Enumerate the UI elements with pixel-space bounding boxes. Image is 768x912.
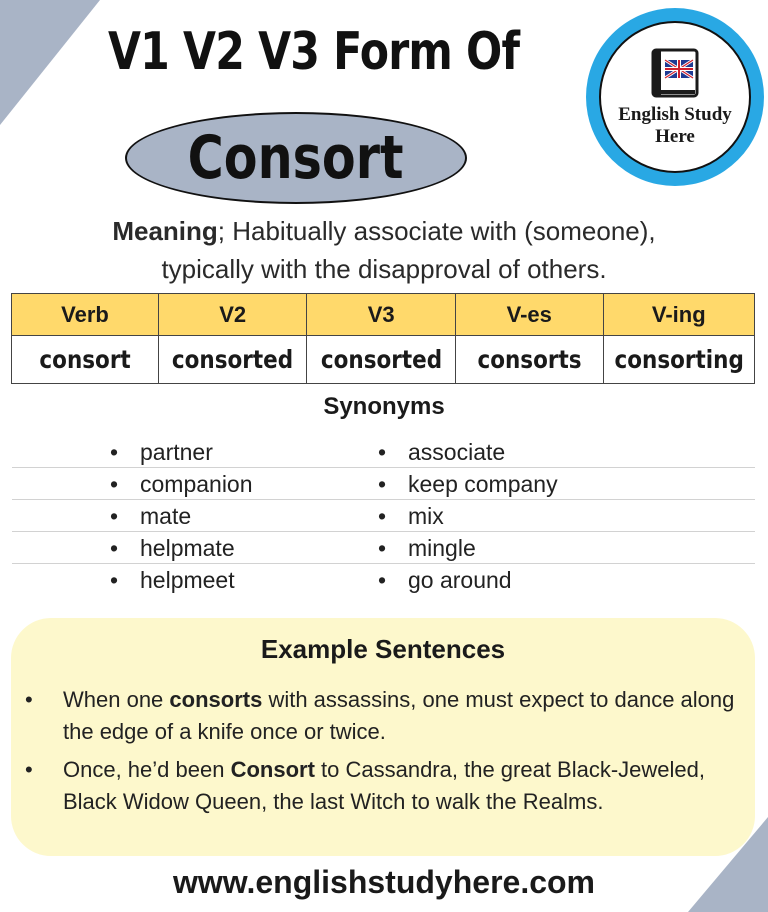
bullet: • — [378, 567, 387, 593]
bullet: • — [378, 503, 387, 529]
synonym-text: helpmate — [140, 535, 235, 561]
value-verb: consort — [39, 345, 131, 374]
synonym-text: keep company — [408, 471, 558, 497]
website-url[interactable]: www.englishstudyhere.com — [172, 864, 595, 900]
synonym-item — [378, 439, 505, 466]
examples-title: Example Sentences — [260, 634, 506, 664]
synonym-item — [110, 535, 235, 562]
example-text-post: with assassins, one must expect to dance along the edge of a knife once or twice. — [63, 687, 735, 744]
synonym-text: associate — [408, 439, 506, 465]
value-v-ing: consorting — [614, 345, 744, 374]
header-v-es: V-es — [455, 294, 603, 336]
synonym-item — [110, 567, 235, 594]
header-verb: Verb — [12, 294, 159, 336]
bullet: • — [25, 757, 33, 782]
example-sentences-box — [11, 618, 755, 856]
value-v3: consorted — [320, 345, 442, 374]
meaning-line-2: typically with the disapproval of others. — [161, 254, 607, 284]
bullet: • — [110, 535, 119, 561]
verb-forms-table — [11, 293, 755, 384]
synonym-item — [110, 503, 191, 530]
bullet: • — [110, 439, 119, 465]
bullet: • — [25, 687, 33, 712]
example-text-post: to Cassandra, the great Black-Jeweled, Black Widow Queen, the last Witch to walk the Realms. — [63, 757, 705, 814]
synonym-row — [12, 468, 755, 500]
example-text-pre: When one — [63, 687, 170, 712]
cell-verb — [12, 336, 159, 384]
bullet: • — [378, 439, 387, 465]
synonym-text: go around — [408, 567, 512, 593]
bullet: • — [378, 471, 387, 497]
header-v-ing: V-ing — [603, 294, 754, 336]
meaning-line-1: ; Habitually associate with (someone), — [217, 216, 656, 246]
site-logo[interactable] — [586, 8, 764, 186]
word-oval — [125, 112, 467, 204]
header-v3: V3 — [307, 294, 455, 336]
synonyms-title: Synonyms — [323, 393, 445, 420]
forms-value-row — [12, 336, 755, 384]
synonym-item — [378, 503, 444, 530]
synonym-text: mix — [408, 503, 444, 529]
synonym-row — [12, 500, 755, 532]
synonyms-list — [12, 436, 755, 596]
synonym-item — [110, 439, 213, 466]
value-v2: consorted — [172, 345, 294, 374]
bullet: • — [110, 567, 119, 593]
header-v2: V2 — [158, 294, 306, 336]
forms-header-row — [12, 294, 755, 336]
logo-inner-circle — [599, 21, 751, 173]
cell-v-ing — [603, 336, 754, 384]
example-sentence — [25, 754, 745, 818]
synonym-row — [12, 564, 755, 596]
cell-v3 — [307, 336, 455, 384]
word-heading: Consort — [188, 123, 404, 193]
logo-line-1: English Study — [618, 104, 732, 125]
bullet: • — [378, 535, 387, 561]
value-v-es: consorts — [477, 345, 582, 374]
synonym-text: partner — [140, 439, 213, 465]
synonym-text: mingle — [408, 535, 476, 561]
synonym-item — [378, 567, 512, 594]
corner-decoration-top-left — [0, 0, 100, 125]
cell-v-es — [455, 336, 603, 384]
examples-list — [25, 684, 745, 818]
bullet: • — [110, 471, 119, 497]
synonym-text: mate — [140, 503, 192, 529]
meaning-label: Meaning — [112, 216, 218, 246]
example-keyword: Consort — [230, 757, 315, 782]
cell-v2 — [158, 336, 306, 384]
bullet: • — [110, 503, 119, 529]
synonym-item — [110, 471, 253, 498]
synonym-text: companion — [140, 471, 253, 497]
book-with-uk-flag-icon — [649, 46, 701, 100]
example-keyword: consorts — [169, 687, 263, 712]
synonym-item — [378, 535, 476, 562]
synonym-row — [12, 532, 755, 564]
synonym-item — [378, 471, 558, 498]
page-title: V1 V2 V3 Form Of — [108, 22, 520, 82]
logo-line-2: Here — [655, 126, 695, 147]
synonym-text: helpmeet — [140, 567, 235, 593]
meaning-text — [0, 212, 768, 288]
synonym-row — [12, 436, 755, 468]
logo-text — [618, 104, 732, 148]
example-text-pre: Once, he’d been — [63, 757, 231, 782]
example-sentence — [25, 684, 745, 748]
